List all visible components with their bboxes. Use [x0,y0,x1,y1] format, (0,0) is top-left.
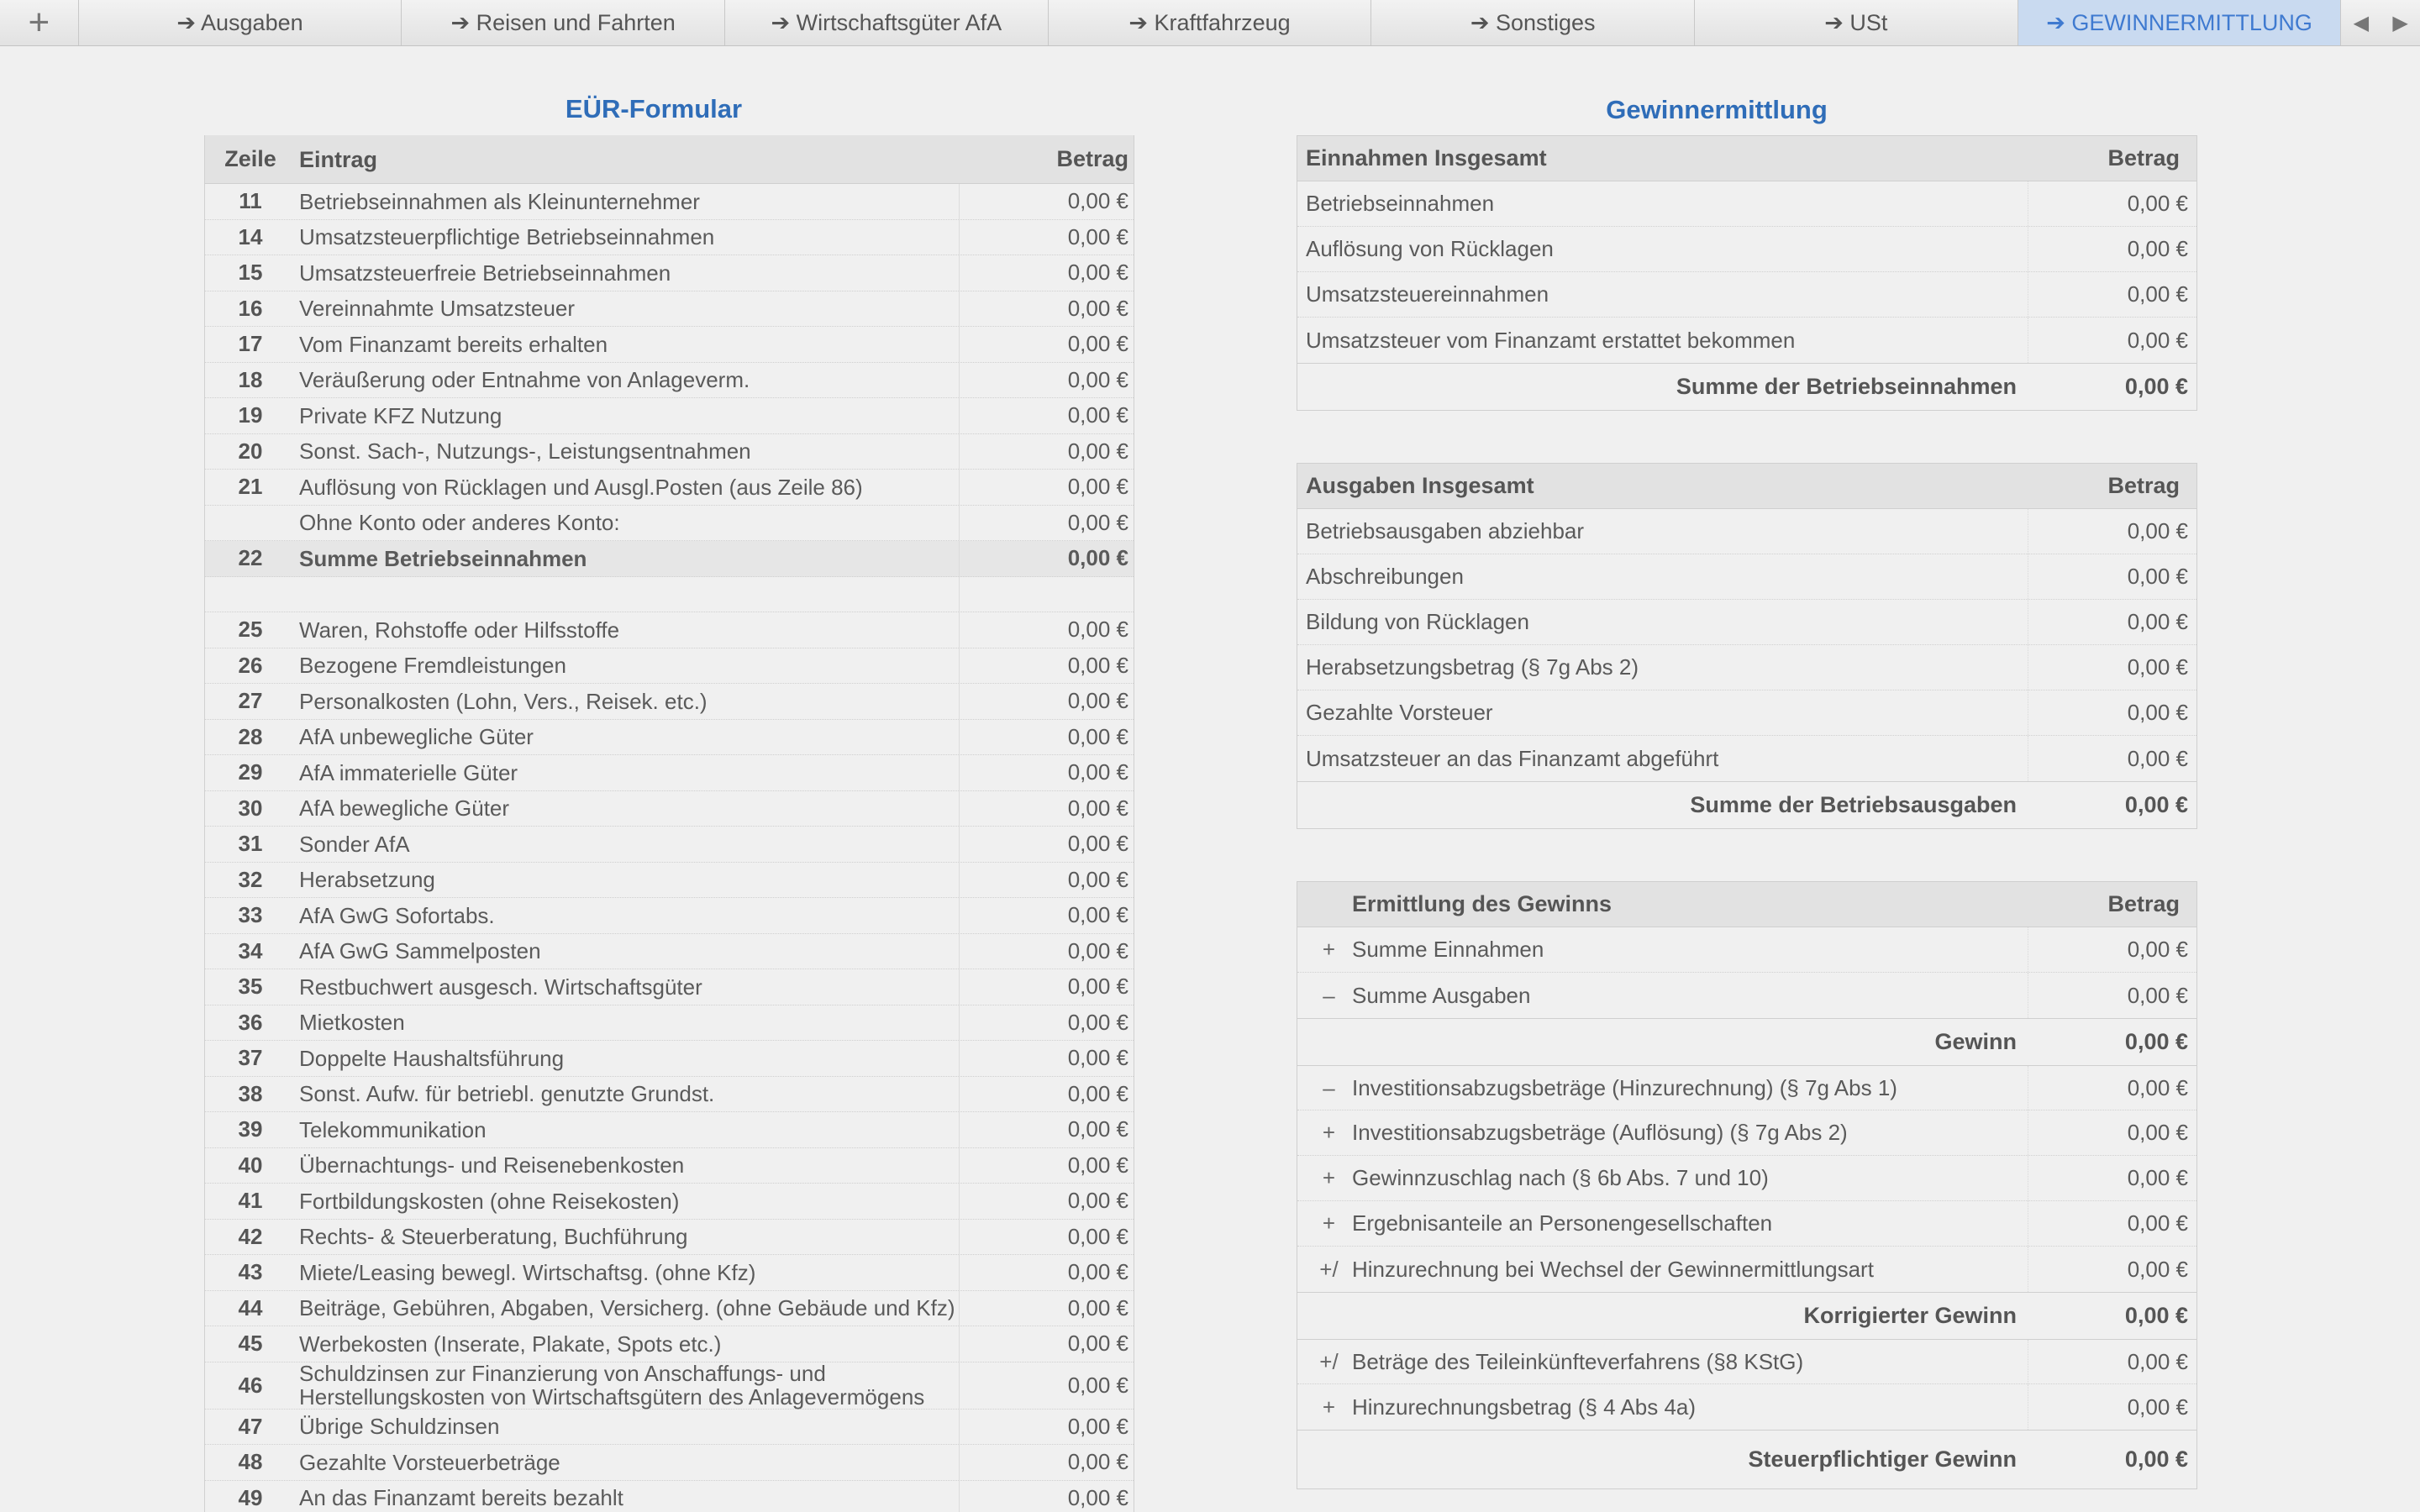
eur-zeile-cell: 21 [238,474,263,500]
minus-sign: – [1323,1074,1335,1100]
einnahmen-panel [1297,135,2197,411]
eur-zeile-cell: 18 [238,366,263,392]
einnahmen-header: Einnahmen Insgesamt Betrag [1297,136,2196,181]
eur-zeile-cell: 16 [238,295,263,321]
eur-zeile-cell: 20 [238,438,263,464]
eur-amount-cell: 0,00 € [1067,223,1128,249]
plus-icon: + [28,2,50,43]
eur-zeile-cell: 47 [238,1413,263,1439]
eur-zeile-cell: 39 [238,1116,263,1142]
eur-entry-cell: Umsatzsteuerfreie Betriebseinnahmen [296,255,960,291]
eur-entry-cell: Übernachtungs- und Reisenebenkosten [296,1148,960,1184]
eur-zeile-cell: 42 [238,1223,263,1249]
eur-table-row[interactable] [205,969,1134,1005]
eur-entry-cell: An das Finanzamt bereits bezahlt [296,1481,960,1512]
eur-zeile-cell: 25 [238,617,263,643]
ermittlung-row[interactable]: +/ Hinzurechnung bei Wechsel der Gewinnermittlungsart 0,00 € [1297,1247,2196,1292]
eur-zeile-cell: 33 [238,902,263,928]
eur-table-row[interactable] [205,684,1134,720]
eur-amount-cell: 0,00 € [1067,1259,1128,1285]
plus-sign: + [1322,1394,1336,1420]
eur-entry-cell: Sonst. Sach-, Nutzungs-, Leistungsentnahmen [296,434,960,470]
eur-table-row[interactable] [205,255,1134,291]
ausgaben-row[interactable]: Abschreibungen 0,00 € [1297,554,2196,600]
tab-ust[interactable]: ➔ USt [1695,0,2018,45]
ermittlung-row[interactable]: +/ Beträge des Teileinkünfteverfahrens (§8 KStG) 0,00 € [1297,1339,2196,1384]
eur-table-row[interactable] [205,1220,1134,1256]
eur-table-body [205,184,1134,1512]
eur-zeile-cell: 36 [238,1009,263,1035]
eur-zeile-cell: 19 [238,402,263,428]
ausgaben-row[interactable]: Umsatzsteuer an das Finanzamt abgeführt 0,00 € [1297,736,2196,781]
eur-zeile-cell: 40 [238,1152,263,1178]
eur-amount-cell: 0,00 € [1067,545,1128,571]
ausgaben-header: Ausgaben Insgesamt Betrag [1297,464,2196,509]
korrigierter-gewinn-row: Korrigierter Gewinn 0,00 € [1297,1292,2196,1339]
eur-table-row[interactable] [205,577,1134,613]
eur-entry-cell: Vom Finanzamt bereits erhalten [296,327,960,362]
eur-amount-cell: 0,00 € [1067,188,1128,214]
eur-entry-cell: AfA unbewegliche Güter [296,720,960,755]
tab-scroll-right-button[interactable] [2381,0,2420,45]
einnahmen-row[interactable]: Umsatzsteuer vom Finanzamt erstattet bekommen 0,00 € [1297,318,2196,363]
eur-table-row[interactable] [205,434,1134,470]
eur-amount-cell: 0,00 € [1067,438,1128,464]
eur-zeile-cell: 29 [238,759,263,785]
eur-entry-cell: Vereinnahmte Umsatzsteuer [296,291,960,327]
gewinn-ermittlung-panel [1297,881,2197,1489]
column-header-betrag: Betrag [1056,146,1128,171]
eur-amount-cell: 0,00 € [1067,1045,1128,1071]
plus-minus-sign: +/ [1319,1256,1339,1282]
eur-zeile-cell: 38 [238,1080,263,1106]
ausgaben-row[interactable]: Betriebsausgaben abziehbar 0,00 € [1297,509,2196,554]
eur-entry-cell: Herabsetzung [296,863,960,898]
eur-zeile-cell: 32 [238,866,263,892]
plus-sign: + [1322,1165,1336,1190]
eur-amount-cell: 0,00 € [1067,366,1128,392]
eur-amount-cell: 0,00 € [1067,937,1128,963]
ausgaben-row[interactable]: Gezahlte Vorsteuer 0,00 € [1297,690,2196,736]
eur-entry-cell: Doppelte Haushaltsführung [296,1041,960,1076]
eur-table-row[interactable] [205,612,1134,648]
eur-entry-cell: Werbekosten (Inserate, Plakate, Spots etc.) [296,1326,960,1362]
eur-amount-cell: 0,00 € [1067,759,1128,785]
plus-sign: + [1322,1210,1336,1236]
eur-amount-cell: 0,00 € [1067,1080,1128,1106]
tab-wirtschaftsgueter-afa[interactable]: ➔ Wirtschaftsgüter AfA [725,0,1049,45]
eur-form-title: EÜR-Formular [565,94,743,123]
eur-amount-cell: 0,00 € [1067,688,1128,714]
eur-amount-cell: 0,00 € [1067,1116,1128,1142]
eur-entry-cell: Telekommunikation [296,1112,960,1147]
eur-table-row[interactable] [205,363,1134,399]
eur-entry-cell: AfA immaterielle Güter [296,755,960,790]
einnahmen-sum-row: Summe der Betriebseinnahmen 0,00 € [1297,363,2196,410]
eur-entry-cell: Rechts- & Steuerberatung, Buchführung [296,1220,960,1255]
eur-table-row[interactable] [205,648,1134,685]
eur-amount-cell: 0,00 € [1067,1294,1128,1320]
eur-zeile-cell: 37 [238,1045,263,1071]
eur-amount-cell: 0,00 € [1067,1372,1128,1398]
eur-total-row[interactable] [205,541,1134,577]
tab-reisen-und-fahrten[interactable]: ➔ Reisen und Fahrten [402,0,725,45]
gewinn-row: Gewinn 0,00 € [1297,1018,2196,1065]
eur-table-row[interactable] [205,220,1134,256]
ausgaben-row[interactable]: Herabsetzungsbetrag (§ 7g Abs 2) 0,00 € [1297,645,2196,690]
eur-amount-cell: 0,00 € [1067,474,1128,500]
eur-table-row[interactable] [205,184,1134,220]
eur-entry-cell: Waren, Rohstoffe oder Hilfsstoffe [296,612,960,648]
eur-amount-cell: 0,00 € [1067,295,1128,321]
triangle-left-icon: ◀ [2353,11,2370,34]
column-header-eintrag: Eintrag [299,146,378,172]
eur-zeile-cell: 17 [238,331,263,357]
eur-table-header [205,135,1134,184]
eur-amount-cell: 0,00 € [1067,260,1128,286]
eur-entry-cell [296,577,960,612]
ermittlung-row[interactable]: + Investitionsabzugsbeträge (Auflösung) (§ 7g Abs 2) 0,00 € [1297,1110,2196,1156]
eur-entry-cell: Fortbildungskosten (ohne Reisekosten) [296,1184,960,1219]
eur-entry-cell: Restbuchwert ausgesch. Wirtschaftsgüter [296,969,960,1005]
eur-amount-cell: 0,00 € [1067,974,1128,1000]
eur-zeile-cell: 45 [238,1331,263,1357]
eur-amount-cell: 0,00 € [1067,509,1128,535]
gewinnermittlung-title: Gewinnermittlung [1606,95,1828,124]
eur-amount-cell: 0,00 € [1067,652,1128,678]
eur-zeile-cell: 11 [239,188,262,214]
tab-scroll-left-button[interactable] [2341,0,2381,45]
ermittlung-row[interactable]: + Hinzurechnungsbetrag (§ 4 Abs 4a) 0,00 € [1297,1384,2196,1430]
eur-amount-cell: 0,00 € [1067,1152,1128,1178]
eur-entry-cell: Private KFZ Nutzung [296,398,960,433]
eur-amount-cell: 0,00 € [1067,1009,1128,1035]
eur-amount-cell: 0,00 € [1067,1449,1128,1475]
eur-entry-cell: Summe Betriebseinnahmen [296,541,960,576]
eur-amount-cell: 0,00 € [1067,831,1128,857]
eur-zeile-cell: 31 [238,831,263,857]
minus-sign: – [1323,982,1335,1008]
eur-table-row[interactable] [205,1362,1134,1410]
eur-zeile-cell: 49 [238,1484,263,1510]
eur-amount-cell: 0,00 € [1067,1188,1128,1214]
eur-zeile-cell: 34 [238,937,263,963]
eur-zeile-cell: 28 [238,723,263,749]
eur-table-row[interactable] [205,1077,1134,1113]
eur-table-row[interactable] [205,470,1134,506]
eur-entry-cell: AfA GwG Sammelposten [296,934,960,969]
eur-zeile-cell: 27 [238,688,263,714]
ermittlung-row[interactable]: – Investitionsabzugsbeträge (Hinzurechnung) (§ 7g Abs 1) 0,00 € [1297,1065,2196,1110]
ermittlung-row[interactable]: + Ergebnisanteile an Personengesellschaften 0,00 € [1297,1201,2196,1247]
eur-table-row[interactable] [205,506,1134,542]
eur-table-row[interactable] [205,1184,1134,1220]
eur-table [204,135,1134,1512]
eur-entry-cell: Betriebseinnahmen als Kleinunternehmer [296,184,960,219]
steuerpflichtiger-gewinn-row: Steuerpflichtiger Gewinn 0,00 € [1297,1430,2196,1488]
eur-table-row[interactable] [205,1148,1134,1184]
eur-entry-cell: AfA bewegliche Güter [296,791,960,827]
eur-amount-cell: 0,00 € [1067,1413,1128,1439]
eur-zeile-cell: 43 [238,1259,263,1285]
eur-zeile-cell: 15 [238,260,263,286]
eur-entry-cell: Veräußerung oder Entnahme von Anlageverm. [296,363,960,398]
eur-table-row[interactable] [205,1326,1134,1362]
eur-table-row[interactable] [205,1410,1134,1446]
eur-table-row[interactable] [205,863,1134,899]
eur-table-row[interactable] [205,327,1134,363]
eur-zeile-cell: 44 [238,1294,263,1320]
eur-amount-cell: 0,00 € [1067,795,1128,821]
ermittlung-row[interactable]: + Summe Einnahmen 0,00 € [1297,927,2196,973]
plus-minus-sign: +/ [1319,1348,1339,1374]
eur-entry-cell: Sonst. Aufw. für betriebl. genutzte Grundst. [296,1077,960,1112]
eur-entry-cell: Miete/Leasing bewegl. Wirtschaftsg. (ohne Kfz) [296,1255,960,1290]
eur-entry-cell: Personalkosten (Lohn, Vers., Reisek. etc.) [296,684,960,719]
eur-table-row[interactable] [205,720,1134,756]
add-sheet-button[interactable] [0,0,79,45]
eur-amount-cell: 0,00 € [1067,1484,1128,1510]
einnahmen-row[interactable]: Umsatzsteuereinnahmen 0,00 € [1297,272,2196,318]
tab-gewinnermittlung[interactable]: ➔ GEWINNERMITTLUNG [2018,0,2342,45]
eur-table-row[interactable] [205,1291,1134,1327]
tab-kraftfahrzeug[interactable]: ➔ Kraftfahrzeug [1049,0,1372,45]
einnahmen-row[interactable]: Auflösung von Rücklagen 0,00 € [1297,227,2196,272]
eur-entry-cell: Gezahlte Vorsteuerbeträge [296,1445,960,1480]
eur-table-row[interactable] [205,291,1134,328]
tab-ausgaben[interactable]: ➔ Ausgaben [79,0,402,45]
eur-zeile-cell: 41 [238,1188,263,1214]
eur-table-row[interactable] [205,1005,1134,1042]
sheet-tab-bar [0,0,2420,46]
ausgaben-row[interactable]: Bildung von Rücklagen 0,00 € [1297,600,2196,645]
eur-entry-cell: AfA GwG Sofortabs. [296,898,960,933]
ausgaben-panel [1297,463,2197,829]
eur-entry-cell: Übrige Schuldzinsen [296,1410,960,1445]
eur-zeile-cell: 35 [238,974,263,1000]
eur-zeile-cell: 30 [238,795,263,821]
eur-table-row[interactable] [205,791,1134,827]
plus-sign: + [1322,937,1336,962]
eur-entry-cell: Schuldzinsen zur Finanzierung von Anschaffungs- und Herstellungskosten von Wirtschaftsgütern des Anlagevermögens [296,1362,960,1409]
einnahmen-row[interactable]: Betriebseinnahmen 0,00 € [1297,181,2196,227]
eur-entry-cell: Umsatzsteuerpflichtige Betriebseinnahmen [296,220,960,255]
eur-table-row[interactable] [205,1112,1134,1148]
eur-amount-cell: 0,00 € [1067,866,1128,892]
ausgaben-sum-row: Summe der Betriebsausgaben 0,00 € [1297,781,2196,828]
triangle-right-icon: ▶ [2392,11,2408,34]
ermittlung-row[interactable]: + Gewinnzuschlag nach (§ 6b Abs. 7 und 10) 0,00 € [1297,1156,2196,1201]
eur-table-row[interactable] [205,898,1134,934]
tab-sonstiges[interactable]: ➔ Sonstiges [1371,0,1695,45]
eur-amount-cell: 0,00 € [1067,723,1128,749]
eur-entry-cell: Sonder AfA [296,827,960,862]
eur-amount-cell: 0,00 € [1067,402,1128,428]
eur-entry-cell: Beiträge, Gebühren, Abgaben, Versicherg. (ohne Gebäude und Kfz) [296,1291,960,1326]
eur-amount-cell: 0,00 € [1067,1331,1128,1357]
eur-entry-cell: Ohne Konto oder anderes Konto: [296,506,960,541]
column-header-zeile: Zeile [224,146,276,171]
eur-table-row[interactable] [205,755,1134,791]
eur-zeile-cell: 22 [238,545,263,571]
eur-zeile-cell: 48 [238,1449,263,1475]
eur-table-row[interactable] [205,934,1134,970]
plus-sign: + [1322,1120,1336,1145]
eur-zeile-cell: 26 [238,652,263,678]
gewinn-ermittlung-header: Ermittlung des Gewinns Betrag [1297,882,2196,927]
eur-table-row[interactable] [205,1255,1134,1291]
eur-amount-cell: 0,00 € [1067,902,1128,928]
ermittlung-row[interactable]: – Summe Ausgaben 0,00 € [1297,973,2196,1018]
eur-table-row[interactable] [205,1481,1134,1512]
eur-table-row[interactable] [205,1445,1134,1481]
eur-entry-cell: Bezogene Fremdleistungen [296,648,960,684]
eur-amount-cell: 0,00 € [1067,1223,1128,1249]
eur-amount-cell: 0,00 € [1067,617,1128,643]
eur-table-row[interactable] [205,1041,1134,1077]
eur-table-row[interactable] [205,827,1134,863]
eur-entry-cell: Auflösung von Rücklagen und Ausgl.Posten (aus Zeile 86) [296,470,960,505]
eur-table-row[interactable] [205,398,1134,434]
eur-zeile-cell: 14 [238,223,263,249]
eur-entry-cell: Mietkosten [296,1005,960,1041]
eur-amount-cell: 0,00 € [1067,331,1128,357]
eur-zeile-cell: 46 [238,1372,263,1398]
